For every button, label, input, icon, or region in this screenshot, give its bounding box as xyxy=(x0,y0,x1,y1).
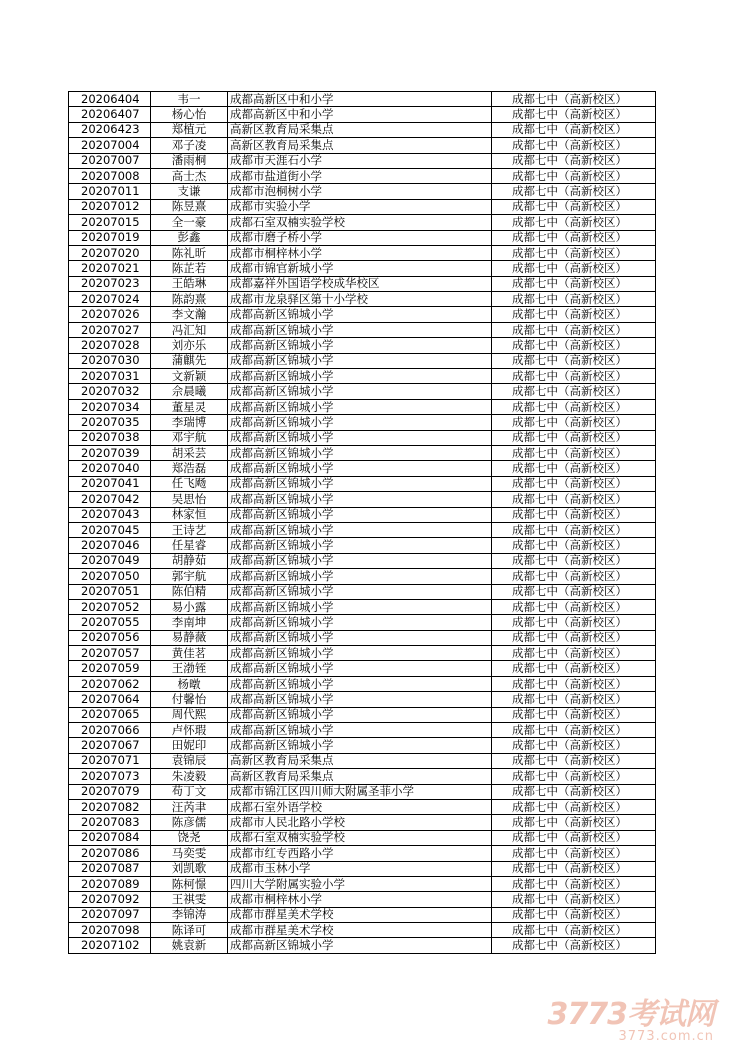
primary-school-cell: 成都高新区锦城小学 xyxy=(228,938,492,953)
student-name-cell: 易小露 xyxy=(151,599,228,614)
student-id-cell: 20207030 xyxy=(69,353,151,368)
student-id-cell: 20207062 xyxy=(69,676,151,691)
admitted-school-cell: 成都七中（高新校区） xyxy=(492,830,656,845)
table-row xyxy=(69,846,656,861)
primary-school-cell: 高新区教育局采集点 xyxy=(228,769,492,784)
primary-school-cell: 成都高新区锦城小学 xyxy=(228,476,492,491)
table-row xyxy=(69,461,656,476)
table-row xyxy=(69,815,656,830)
student-name-cell: 胡采芸 xyxy=(151,445,228,460)
primary-school-cell: 成都高新区锦城小学 xyxy=(228,553,492,568)
student-name-cell: 付馨怡 xyxy=(151,692,228,707)
student-name-cell: 王渤铚 xyxy=(151,661,228,676)
admitted-school-cell: 成都七中（高新校区） xyxy=(492,322,656,337)
student-name-cell: 邓宇航 xyxy=(151,430,228,445)
primary-school-cell: 成都高新区锦城小学 xyxy=(228,353,492,368)
primary-school-cell: 成都高新区锦城小学 xyxy=(228,569,492,584)
table-row xyxy=(69,138,656,153)
student-name-cell: 王诗艺 xyxy=(151,522,228,537)
student-name-cell: 李南坤 xyxy=(151,615,228,630)
primary-school-cell: 成都高新区锦城小学 xyxy=(228,307,492,322)
admitted-school-cell: 成都七中（高新校区） xyxy=(492,584,656,599)
admitted-school-cell: 成都七中（高新校区） xyxy=(492,676,656,691)
student-id-cell: 20207089 xyxy=(69,876,151,891)
admitted-school-cell: 成都七中（高新校区） xyxy=(492,369,656,384)
student-id-cell: 20207051 xyxy=(69,584,151,599)
table-row xyxy=(69,799,656,814)
primary-school-cell: 成都市群星美术学校 xyxy=(228,907,492,922)
admitted-school-cell: 成都七中（高新校区） xyxy=(492,261,656,276)
admitted-school-cell: 成都七中（高新校区） xyxy=(492,461,656,476)
admitted-school-cell: 成都七中（高新校区） xyxy=(492,153,656,168)
primary-school-cell: 成都高新区锦城小学 xyxy=(228,707,492,722)
admitted-school-cell: 成都七中（高新校区） xyxy=(492,938,656,953)
student-name-cell: 苟丁文 xyxy=(151,784,228,799)
primary-school-cell: 成都高新区锦城小学 xyxy=(228,415,492,430)
primary-school-cell: 高新区教育局采集点 xyxy=(228,138,492,153)
primary-school-cell: 四川大学附属实验小学 xyxy=(228,876,492,891)
admitted-school-cell: 成都七中（高新校区） xyxy=(492,492,656,507)
student-id-cell: 20207064 xyxy=(69,692,151,707)
student-id-cell: 20207040 xyxy=(69,461,151,476)
student-id-cell: 20207004 xyxy=(69,138,151,153)
student-name-cell: 刘凯歌 xyxy=(151,861,228,876)
student-name-cell: 董星灵 xyxy=(151,399,228,414)
table-row xyxy=(69,399,656,414)
table-row xyxy=(69,861,656,876)
table-row xyxy=(69,753,656,768)
student-id-cell: 20207045 xyxy=(69,522,151,537)
admission-table xyxy=(68,91,656,954)
student-name-cell: 卢怀瑕 xyxy=(151,723,228,738)
student-id-cell: 20206407 xyxy=(69,107,151,122)
table-row xyxy=(69,599,656,614)
student-id-cell: 20207019 xyxy=(69,230,151,245)
table-body xyxy=(69,92,656,954)
student-id-cell: 20207079 xyxy=(69,784,151,799)
table-row xyxy=(69,661,656,676)
primary-school-cell: 成都高新区锦城小学 xyxy=(228,538,492,553)
table-row xyxy=(69,938,656,953)
student-id-cell: 20207026 xyxy=(69,307,151,322)
primary-school-cell: 成都高新区锦城小学 xyxy=(228,492,492,507)
primary-school-cell: 成都市锦官新城小学 xyxy=(228,261,492,276)
primary-school-cell: 成都高新区中和小学 xyxy=(228,92,492,107)
primary-school-cell: 成都高新区锦城小学 xyxy=(228,399,492,414)
student-name-cell: 支谦 xyxy=(151,184,228,199)
admitted-school-cell: 成都七中（高新校区） xyxy=(492,738,656,753)
table-row xyxy=(69,107,656,122)
admitted-school-cell: 成都七中（高新校区） xyxy=(492,846,656,861)
table-row xyxy=(69,784,656,799)
primary-school-cell: 成都高新区锦城小学 xyxy=(228,661,492,676)
table-row xyxy=(69,507,656,522)
table-row xyxy=(69,430,656,445)
watermark-url: 3773.com.cn xyxy=(618,1029,714,1044)
primary-school-cell: 成都高新区锦城小学 xyxy=(228,615,492,630)
admitted-school-cell: 成都七中（高新校区） xyxy=(492,692,656,707)
admitted-school-cell: 成都七中（高新校区） xyxy=(492,784,656,799)
primary-school-cell: 成都高新区锦城小学 xyxy=(228,692,492,707)
student-name-cell: 佘晨曦 xyxy=(151,384,228,399)
table-row xyxy=(69,830,656,845)
student-name-cell: 刘亦乐 xyxy=(151,338,228,353)
primary-school-cell: 成都高新区中和小学 xyxy=(228,107,492,122)
primary-school-cell: 成都高新区锦城小学 xyxy=(228,322,492,337)
student-id-cell: 20207050 xyxy=(69,569,151,584)
table-row xyxy=(69,338,656,353)
primary-school-cell: 成都高新区锦城小学 xyxy=(228,522,492,537)
student-id-cell: 20207087 xyxy=(69,861,151,876)
table-row xyxy=(69,92,656,107)
primary-school-cell: 成都市红专西路小学 xyxy=(228,846,492,861)
table-row xyxy=(69,492,656,507)
admitted-school-cell: 成都七中（高新校区） xyxy=(492,815,656,830)
admitted-school-cell: 成都七中（高新校区） xyxy=(492,138,656,153)
student-id-cell: 20207052 xyxy=(69,599,151,614)
primary-school-cell: 高新区教育局采集点 xyxy=(228,753,492,768)
primary-school-cell: 成都高新区锦城小学 xyxy=(228,630,492,645)
table-row xyxy=(69,646,656,661)
student-name-cell: 田妮印 xyxy=(151,738,228,753)
student-name-cell: 饶尧 xyxy=(151,830,228,845)
student-id-cell: 20207057 xyxy=(69,646,151,661)
admitted-school-cell: 成都七中（高新校区） xyxy=(492,384,656,399)
student-name-cell: 任飞飏 xyxy=(151,476,228,491)
admitted-school-cell: 成都七中（高新校区） xyxy=(492,646,656,661)
table-row xyxy=(69,369,656,384)
primary-school-cell: 成都石室外语学校 xyxy=(228,799,492,814)
student-name-cell: 蒲麒先 xyxy=(151,353,228,368)
table-row xyxy=(69,384,656,399)
student-id-cell: 20207083 xyxy=(69,815,151,830)
student-name-cell: 陈彦儒 xyxy=(151,815,228,830)
admitted-school-cell: 成都七中（高新校区） xyxy=(492,538,656,553)
table-row xyxy=(69,199,656,214)
primary-school-cell: 成都高新区锦城小学 xyxy=(228,584,492,599)
student-id-cell: 20207028 xyxy=(69,338,151,353)
admitted-school-cell: 成都七中（高新校区） xyxy=(492,245,656,260)
primary-school-cell: 成都市龙泉驿区第十小学校 xyxy=(228,292,492,307)
admitted-school-cell: 成都七中（高新校区） xyxy=(492,723,656,738)
student-name-cell: 马奕雯 xyxy=(151,846,228,861)
table-row xyxy=(69,307,656,322)
student-id-cell: 20207024 xyxy=(69,292,151,307)
admitted-school-cell: 成都七中（高新校区） xyxy=(492,107,656,122)
primary-school-cell: 成都高新区锦城小学 xyxy=(228,461,492,476)
student-id-cell: 20207071 xyxy=(69,753,151,768)
admitted-school-cell: 成都七中（高新校区） xyxy=(492,553,656,568)
table-row xyxy=(69,415,656,430)
student-id-cell: 20207073 xyxy=(69,769,151,784)
table-row xyxy=(69,584,656,599)
student-name-cell: 姚袁新 xyxy=(151,938,228,953)
student-id-cell: 20207042 xyxy=(69,492,151,507)
admitted-school-cell: 成都七中（高新校区） xyxy=(492,122,656,137)
table-row xyxy=(69,569,656,584)
student-id-cell: 20207059 xyxy=(69,661,151,676)
primary-school-cell: 成都市泡桐树小学 xyxy=(228,184,492,199)
table-row xyxy=(69,215,656,230)
table-row xyxy=(69,230,656,245)
student-name-cell: 林家恒 xyxy=(151,507,228,522)
student-id-cell: 20207021 xyxy=(69,261,151,276)
student-name-cell: 陈柯憬 xyxy=(151,876,228,891)
primary-school-cell: 成都市桐梓林小学 xyxy=(228,245,492,260)
student-name-cell: 陈韵熹 xyxy=(151,292,228,307)
student-id-cell: 20207065 xyxy=(69,707,151,722)
student-name-cell: 任星睿 xyxy=(151,538,228,553)
student-id-cell: 20207011 xyxy=(69,184,151,199)
student-name-cell: 陈译可 xyxy=(151,923,228,938)
student-id-cell: 20206423 xyxy=(69,122,151,137)
admitted-school-cell: 成都七中（高新校区） xyxy=(492,415,656,430)
admitted-school-cell: 成都七中（高新校区） xyxy=(492,507,656,522)
table-row xyxy=(69,692,656,707)
student-id-cell: 20207084 xyxy=(69,830,151,845)
table-row xyxy=(69,245,656,260)
student-name-cell: 吴思怡 xyxy=(151,492,228,507)
admitted-school-cell: 成都七中（高新校区） xyxy=(492,292,656,307)
table-row xyxy=(69,122,656,137)
table-row xyxy=(69,553,656,568)
student-id-cell: 20207049 xyxy=(69,553,151,568)
primary-school-cell: 高新区教育局采集点 xyxy=(228,122,492,137)
table-row xyxy=(69,676,656,691)
site-watermark xyxy=(548,989,715,1044)
primary-school-cell: 成都高新区锦城小学 xyxy=(228,738,492,753)
primary-school-cell: 成都高新区锦城小学 xyxy=(228,338,492,353)
admitted-school-cell: 成都七中（高新校区） xyxy=(492,799,656,814)
table-row xyxy=(69,892,656,907)
admitted-school-cell: 成都七中（高新校区） xyxy=(492,399,656,414)
admitted-school-cell: 成都七中（高新校区） xyxy=(492,199,656,214)
admitted-school-cell: 成都七中（高新校区） xyxy=(492,661,656,676)
student-name-cell: 王祺雯 xyxy=(151,892,228,907)
student-name-cell: 陈礼昕 xyxy=(151,245,228,260)
student-name-cell: 李锦涛 xyxy=(151,907,228,922)
table-row xyxy=(69,538,656,553)
table-row xyxy=(69,261,656,276)
student-id-cell: 20207035 xyxy=(69,415,151,430)
primary-school-cell: 成都高新区锦城小学 xyxy=(228,369,492,384)
table-row xyxy=(69,907,656,922)
student-id-cell: 20207012 xyxy=(69,199,151,214)
table-row xyxy=(69,153,656,168)
student-name-cell: 朱凌毅 xyxy=(151,769,228,784)
student-id-cell: 20207082 xyxy=(69,799,151,814)
admitted-school-cell: 成都七中（高新校区） xyxy=(492,445,656,460)
watermark-logo: 3773考试网 xyxy=(547,997,714,1032)
admitted-school-cell: 成都七中（高新校区） xyxy=(492,522,656,537)
student-name-cell: 袁锦辰 xyxy=(151,753,228,768)
primary-school-cell: 成都高新区锦城小学 xyxy=(228,507,492,522)
admitted-school-cell: 成都七中（高新校区） xyxy=(492,230,656,245)
student-name-cell: 杨心怡 xyxy=(151,107,228,122)
student-name-cell: 邓子凌 xyxy=(151,138,228,153)
student-name-cell: 胡静茹 xyxy=(151,553,228,568)
admitted-school-cell: 成都七中（高新校区） xyxy=(492,876,656,891)
student-name-cell: 韦一 xyxy=(151,92,228,107)
student-name-cell: 高士杰 xyxy=(151,168,228,183)
student-id-cell: 20207098 xyxy=(69,923,151,938)
primary-school-cell: 成都市盐道街小学 xyxy=(228,168,492,183)
student-id-cell: 20206404 xyxy=(69,92,151,107)
student-name-cell: 郑浩磊 xyxy=(151,461,228,476)
student-id-cell: 20207046 xyxy=(69,538,151,553)
student-name-cell: 杨暾 xyxy=(151,676,228,691)
primary-school-cell: 成都高新区锦城小学 xyxy=(228,445,492,460)
admitted-school-cell: 成都七中（高新校区） xyxy=(492,276,656,291)
table-row xyxy=(69,168,656,183)
admitted-school-cell: 成都七中（高新校区） xyxy=(492,769,656,784)
table-row xyxy=(69,353,656,368)
table-row xyxy=(69,322,656,337)
admitted-school-cell: 成都七中（高新校区） xyxy=(492,861,656,876)
student-id-cell: 20207038 xyxy=(69,430,151,445)
admitted-school-cell: 成都七中（高新校区） xyxy=(492,707,656,722)
primary-school-cell: 成都市实验小学 xyxy=(228,199,492,214)
admitted-school-cell: 成都七中（高新校区） xyxy=(492,215,656,230)
admitted-school-cell: 成都七中（高新校区） xyxy=(492,630,656,645)
primary-school-cell: 成都市锦江区四川师大附属圣菲小学 xyxy=(228,784,492,799)
student-id-cell: 20207008 xyxy=(69,168,151,183)
student-id-cell: 20207027 xyxy=(69,322,151,337)
student-id-cell: 20207086 xyxy=(69,846,151,861)
table-row xyxy=(69,476,656,491)
student-name-cell: 潘雨桐 xyxy=(151,153,228,168)
student-id-cell: 20207020 xyxy=(69,245,151,260)
table-row xyxy=(69,184,656,199)
table-row xyxy=(69,876,656,891)
student-id-cell: 20207056 xyxy=(69,630,151,645)
admitted-school-cell: 成都七中（高新校区） xyxy=(492,615,656,630)
table-row xyxy=(69,738,656,753)
student-id-cell: 20207039 xyxy=(69,445,151,460)
primary-school-cell: 成都市群星美术学校 xyxy=(228,923,492,938)
admitted-school-cell: 成都七中（高新校区） xyxy=(492,892,656,907)
admitted-school-cell: 成都七中（高新校区） xyxy=(492,907,656,922)
admitted-school-cell: 成都七中（高新校区） xyxy=(492,184,656,199)
student-name-cell: 全一豪 xyxy=(151,215,228,230)
primary-school-cell: 成都市桐梓林小学 xyxy=(228,892,492,907)
student-id-cell: 20207102 xyxy=(69,938,151,953)
student-id-cell: 20207015 xyxy=(69,215,151,230)
table-row xyxy=(69,923,656,938)
primary-school-cell: 成都石室双楠实验学校 xyxy=(228,830,492,845)
primary-school-cell: 成都市天涯石小学 xyxy=(228,153,492,168)
student-name-cell: 陈伯精 xyxy=(151,584,228,599)
student-name-cell: 彭鑫 xyxy=(151,230,228,245)
admitted-school-cell: 成都七中（高新校区） xyxy=(492,569,656,584)
student-name-cell: 文新颖 xyxy=(151,369,228,384)
primary-school-cell: 成都嘉祥外国语学校成华校区 xyxy=(228,276,492,291)
student-id-cell: 20207097 xyxy=(69,907,151,922)
student-id-cell: 20207007 xyxy=(69,153,151,168)
student-id-cell: 20207092 xyxy=(69,892,151,907)
table-row xyxy=(69,707,656,722)
primary-school-cell: 成都石室双楠实验学校 xyxy=(228,215,492,230)
student-name-cell: 易静薇 xyxy=(151,630,228,645)
primary-school-cell: 成都高新区锦城小学 xyxy=(228,384,492,399)
student-id-cell: 20207034 xyxy=(69,399,151,414)
table-row xyxy=(69,769,656,784)
primary-school-cell: 成都高新区锦城小学 xyxy=(228,723,492,738)
student-id-cell: 20207041 xyxy=(69,476,151,491)
admitted-school-cell: 成都七中（高新校区） xyxy=(492,307,656,322)
primary-school-cell: 成都高新区锦城小学 xyxy=(228,599,492,614)
table-row xyxy=(69,630,656,645)
student-name-cell: 黄佳茗 xyxy=(151,646,228,661)
admitted-school-cell: 成都七中（高新校区） xyxy=(492,753,656,768)
student-name-cell: 郑植元 xyxy=(151,122,228,137)
student-id-cell: 20207066 xyxy=(69,723,151,738)
admitted-school-cell: 成都七中（高新校区） xyxy=(492,168,656,183)
student-name-cell: 汪芮聿 xyxy=(151,799,228,814)
student-name-cell: 陈昱熹 xyxy=(151,199,228,214)
student-name-cell: 郭宇航 xyxy=(151,569,228,584)
student-id-cell: 20207023 xyxy=(69,276,151,291)
admitted-school-cell: 成都七中（高新校区） xyxy=(492,353,656,368)
table-row xyxy=(69,615,656,630)
admitted-school-cell: 成都七中（高新校区） xyxy=(492,923,656,938)
admitted-school-cell: 成都七中（高新校区） xyxy=(492,476,656,491)
student-name-cell: 王皓琳 xyxy=(151,276,228,291)
table-row xyxy=(69,522,656,537)
student-id-cell: 20207055 xyxy=(69,615,151,630)
student-name-cell: 李文瀚 xyxy=(151,307,228,322)
student-name-cell: 陈芷若 xyxy=(151,261,228,276)
table-row xyxy=(69,292,656,307)
primary-school-cell: 成都市玉林小学 xyxy=(228,861,492,876)
table-row xyxy=(69,445,656,460)
student-id-cell: 20207067 xyxy=(69,738,151,753)
primary-school-cell: 成都高新区锦城小学 xyxy=(228,646,492,661)
admitted-school-cell: 成都七中（高新校区） xyxy=(492,599,656,614)
student-id-cell: 20207031 xyxy=(69,369,151,384)
student-name-cell: 冯汇知 xyxy=(151,322,228,337)
admitted-school-cell: 成都七中（高新校区） xyxy=(492,92,656,107)
admitted-school-cell: 成都七中（高新校区） xyxy=(492,338,656,353)
primary-school-cell: 成都高新区锦城小学 xyxy=(228,676,492,691)
primary-school-cell: 成都市磨子桥小学 xyxy=(228,230,492,245)
student-id-cell: 20207032 xyxy=(69,384,151,399)
student-name-cell: 李瑞博 xyxy=(151,415,228,430)
primary-school-cell: 成都市人民北路小学校 xyxy=(228,815,492,830)
admitted-school-cell: 成都七中（高新校区） xyxy=(492,430,656,445)
table-row xyxy=(69,723,656,738)
student-name-cell: 周代熙 xyxy=(151,707,228,722)
student-id-cell: 20207043 xyxy=(69,507,151,522)
table-row xyxy=(69,276,656,291)
primary-school-cell: 成都高新区锦城小学 xyxy=(228,430,492,445)
